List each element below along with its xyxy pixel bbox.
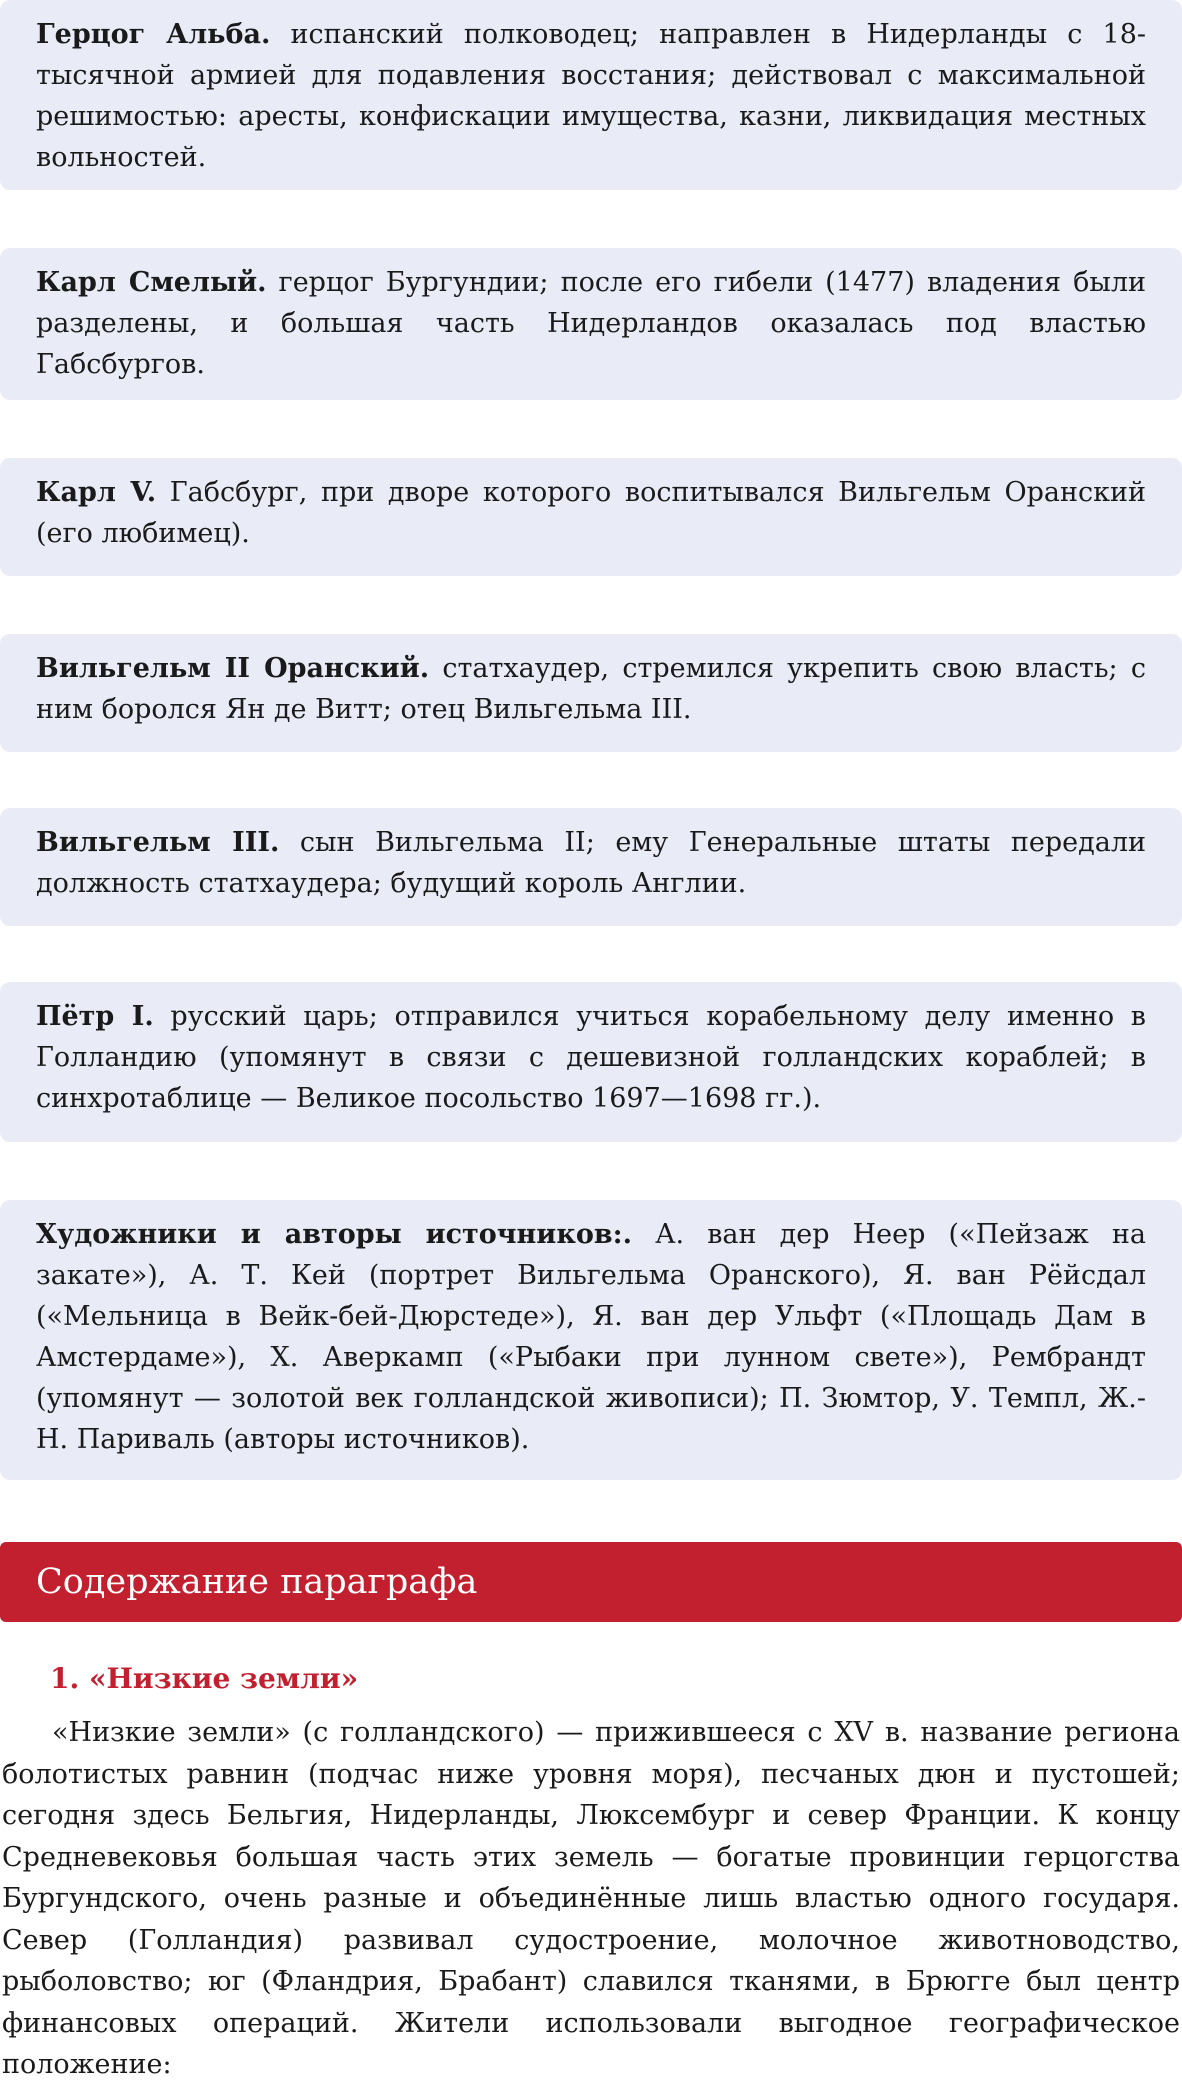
entry-card-karl-smely [0, 248, 1182, 400]
entry-term: Карл Смелый. [36, 267, 267, 298]
entry-text: А. ван дер Неер («Пейзаж на закате»), А. Т. Кей (портрет Вильгельма Оранского), Я. ван Рёйсдал («Мельница в Вейк-бей-Дюрстеде»), Я. ван дер Ульфт («Площадь Дам в Амстердаме»), Х. Аверкамп («Рыбаки при лунном свете»), Рембрандт (упомянут — золотой век голландской живописи); П. Зюмтор, У. Темпл, Ж.-Н. Париваль (авторы источников). [36, 1219, 1146, 1455]
entry-term: Пётр I. [36, 1001, 154, 1032]
entry-paragraph [36, 472, 1146, 554]
entry-text: испанский полководец; направлен в Нидерланды с 18-тысячной армией для подавления восстания; действовал с максимальной решимостью: аресты, конфискации имущества, казни, ликвидация местных вольностей. [36, 19, 1146, 173]
entry-paragraph [36, 648, 1146, 730]
entry-term: Вильгельм II Оранский. [36, 653, 430, 684]
body-paragraph: «Низкие земли» (с голландского) — прижившееся с XV в. название региона болотистых равнин (подчас ниже уровня моря), песчаных дюн и пустошей; сегодня здесь Бельгия, Нидерланды, Люксембург и север Франции. К концу Средневековья большая часть этих земель — богатые провинции герцогства Бургундского, очень разные и объединённые лишь властью одного государя. Север (Голландия) развивал судостроение, молочное животноводство, рыболовство; юг (Фландрия, Брабант) славился тканями, в Брюгге был центр финансовых операций. Жители использовали выгодное географическое положение: [2, 1717, 1180, 2080]
entry-paragraph [36, 1214, 1146, 1460]
entry-card-wilhelm-ii [0, 634, 1182, 752]
entry-term: Герцог Альба. [36, 19, 271, 50]
entry-term: Вильгельм III. [36, 827, 280, 858]
entry-text: Габсбург, при дворе которого воспитывался Вильгельм Оранский (его любимец). [36, 477, 1146, 549]
entry-paragraph [36, 14, 1146, 178]
subsection-title: 1. «Низкие земли» [50, 1662, 359, 1695]
entry-paragraph [36, 262, 1146, 385]
entry-card-karl-v [0, 458, 1182, 576]
entry-card-artists [0, 1200, 1182, 1480]
entry-card-wilhelm-iii [0, 808, 1182, 926]
entry-text: сын Вильгельма II; ему Генеральные штаты передали должность статхаудера; будущий король Англии. [36, 827, 1146, 899]
entry-paragraph [36, 822, 1146, 904]
entry-term: Художники и авторы источников:. [36, 1219, 632, 1250]
entry-card-alba [0, 0, 1182, 190]
entry-paragraph [36, 996, 1146, 1119]
section-header-bar [0, 1542, 1182, 1622]
entry-text: статхаудер, стремился укрепить свою власть; с ним боролся Ян де Витт; отец Вильгельма III. [36, 653, 1146, 725]
section-title: Содержание параграфа [36, 1562, 478, 1602]
body-text [0, 1712, 1182, 2086]
entry-term: Карл V. [36, 477, 157, 508]
entry-card-peter-i [0, 982, 1182, 1142]
entry-text: герцог Бургундии; после его гибели (1477) владения были разделены, и большая часть Нидерландов оказалась под властью Габсбургов. [36, 267, 1146, 380]
entry-text: русский царь; отправился учиться корабельному делу именно в Голландию (упомянут в связи с дешевизной голландских кораблей; в синхротаблице — Великое посольство 1697—1698 гг.). [36, 1001, 1147, 1114]
